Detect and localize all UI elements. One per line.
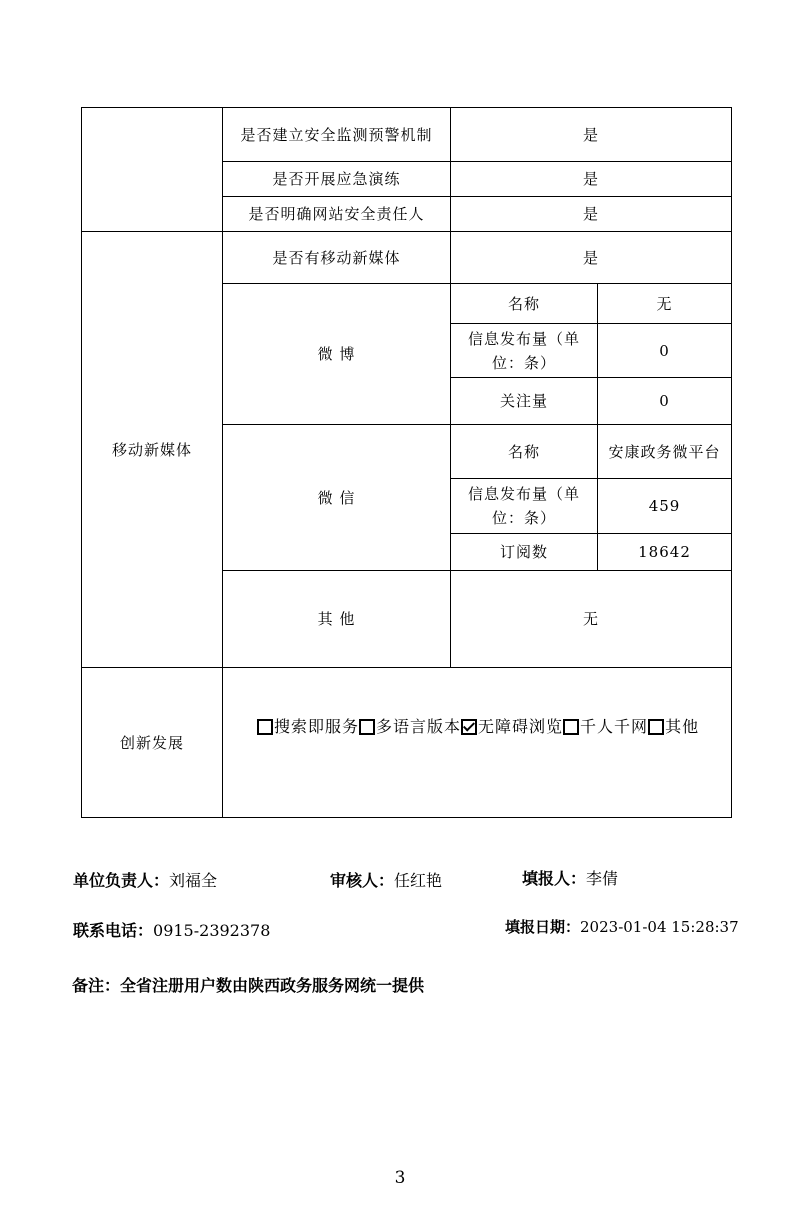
has-mobile-media-value: 是	[451, 232, 732, 284]
weibo-name-label: 名称	[451, 284, 598, 324]
row-value: 是	[451, 162, 732, 197]
unit-head: 单位负责人：刘福全	[73, 871, 218, 890]
checkbox-checked-icon[interactable]	[461, 719, 477, 735]
row-value: 是	[451, 108, 732, 162]
option-personalized[interactable]: 千人千网	[563, 715, 648, 739]
wechat-name-value: 安康政务微平台	[598, 425, 732, 479]
wechat-subscribers-value: 18642	[598, 534, 732, 571]
other-media-value: 无	[451, 571, 732, 668]
weibo-followers-value: 0	[598, 378, 732, 425]
wechat-label: 微 信	[223, 425, 451, 571]
checkbox-icon[interactable]	[648, 719, 664, 735]
weibo-label: 微 博	[223, 284, 451, 425]
fill-date: 填报日期：2023-01-04 15:28:37	[505, 918, 739, 936]
weibo-posts-label: 信息发布量（单位：条）	[451, 324, 598, 378]
wechat-subscribers-label: 订阅数	[451, 534, 598, 571]
remarks: 备注：全省注册用户数由陕西政务服务网统一提供	[72, 976, 425, 995]
other-media-label: 其 他	[223, 571, 451, 668]
checkbox-icon[interactable]	[257, 719, 273, 735]
option-search-as-service[interactable]: 搜索即服务	[257, 715, 359, 739]
weibo-name-value: 无	[598, 284, 732, 324]
option-accessible-browsing[interactable]: 无障碍浏览	[461, 715, 563, 739]
checkbox-icon[interactable]	[359, 719, 375, 735]
filler: 填报人：李倩	[522, 869, 619, 888]
mobile-media-section-label: 移动新媒体	[82, 232, 223, 668]
contact-phone: 联系电话：0915-2392378	[73, 921, 271, 940]
checkbox-icon[interactable]	[563, 719, 579, 735]
weibo-followers-label: 关注量	[451, 378, 598, 425]
weibo-posts-value: 0	[598, 324, 732, 378]
option-other[interactable]: 其他	[648, 715, 699, 739]
wechat-posts-label: 信息发布量（单位：条）	[451, 479, 598, 534]
has-mobile-media-label: 是否有移动新媒体	[223, 232, 451, 284]
row-value: 是	[451, 197, 732, 232]
wechat-name-label: 名称	[451, 425, 598, 479]
wechat-posts-value: 459	[598, 479, 732, 534]
report-table	[81, 107, 732, 818]
blank-section-cell	[82, 108, 223, 232]
innovation-section-label: 创新发展	[82, 668, 223, 818]
row-label: 是否建立安全监测预警机制	[223, 108, 451, 162]
option-multilingual[interactable]: 多语言版本	[359, 715, 461, 739]
innovation-options	[223, 668, 732, 818]
row-label: 是否明确网站安全责任人	[223, 197, 451, 232]
row-label: 是否开展应急演练	[223, 162, 451, 197]
page-number: 3	[394, 1168, 406, 1188]
reviewer: 审核人：任红艳	[330, 871, 443, 890]
